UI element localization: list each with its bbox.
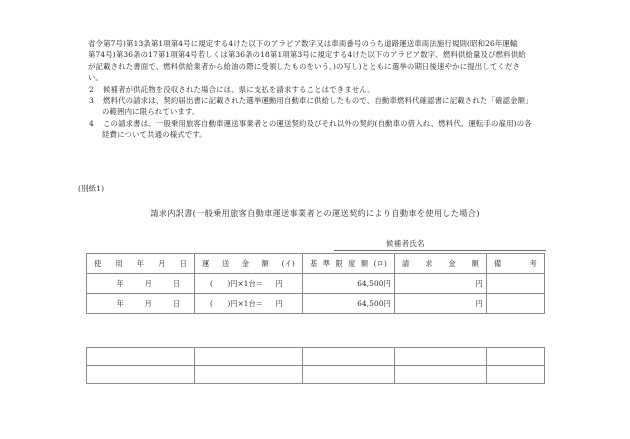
table-row[interactable] bbox=[87, 294, 545, 314]
header-limit-char: 準 bbox=[322, 258, 331, 268]
header-fare-char: 送 bbox=[221, 258, 230, 268]
note-intro-line: 第74号)第36条の17第1項第4号若しくは第36条の18第1項第3号に規定する4けた以下のアラビア数字、燃料供給量及び燃料供給 bbox=[88, 50, 526, 60]
note-item-number: 2 bbox=[89, 84, 94, 94]
note-intro-line: 省令第7号)第13条第1項第4号に規定する4けた以下のアラビア数字又は車両番号のうち道路運送車両法施行規則(昭和26年運輸 bbox=[88, 39, 518, 48]
note-item-4 bbox=[88, 118, 546, 129]
cell-remarks[interactable] bbox=[487, 294, 545, 314]
header-date-char: 月 bbox=[158, 258, 166, 268]
claim-table-continuation bbox=[86, 347, 545, 384]
cell-use-date[interactable] bbox=[87, 366, 195, 384]
cell-standard-limit[interactable] bbox=[303, 348, 395, 366]
table-row[interactable] bbox=[87, 366, 545, 384]
note-item-text: 候補者が供託物を没収された場合には、県に支払を請求することはできません。 bbox=[103, 84, 375, 94]
cell-remarks[interactable] bbox=[487, 366, 545, 384]
header-date-char: 年 bbox=[136, 258, 145, 268]
header-claim-char: 求 bbox=[425, 258, 433, 268]
date-year-label: 年 bbox=[116, 298, 124, 308]
header-cell-limit bbox=[303, 254, 395, 274]
note-item-number: 4 bbox=[89, 118, 94, 128]
note-item-2 bbox=[88, 84, 546, 95]
header-fare-char: 額 bbox=[261, 258, 270, 268]
header-cell-fare bbox=[195, 254, 303, 274]
cell-use-date[interactable] bbox=[87, 294, 195, 314]
notes-block bbox=[88, 38, 546, 141]
header-date-char: 使 bbox=[94, 258, 102, 268]
table-row[interactable] bbox=[87, 348, 545, 366]
attachment-label: (別紙1) bbox=[78, 184, 105, 193]
cell-fare-amount[interactable] bbox=[195, 274, 303, 294]
cell-claim-amount[interactable]: 円 bbox=[395, 274, 487, 294]
cell-use-date[interactable] bbox=[87, 348, 195, 366]
date-month-label: 月 bbox=[144, 278, 153, 288]
header-limit-char: 額 bbox=[360, 258, 369, 268]
cell-use-date[interactable] bbox=[87, 274, 195, 294]
header-claim-char: 金 bbox=[448, 258, 456, 268]
cell-claim-amount[interactable]: 円 bbox=[395, 294, 487, 314]
fare-currency-unit: 円 bbox=[275, 298, 283, 308]
cell-remarks[interactable] bbox=[487, 348, 545, 366]
note-item-text: この請求書は、一般乗用旅客自動車運送事業者との運送契約及びそれ以外の契約(自動車の借入れ、燃料代、運転手の雇用)の各 bbox=[103, 118, 532, 128]
note-item-text-cont: の範囲内に限られています。 bbox=[102, 107, 200, 117]
header-limit-char: 限 bbox=[335, 258, 343, 268]
header-limit-char: 度 bbox=[348, 258, 356, 268]
cell-standard-limit: 64,500円 bbox=[303, 294, 395, 314]
header-note-char: 備 bbox=[494, 258, 502, 268]
candidate-name-label: 候補者氏名 bbox=[386, 239, 425, 248]
table-header-row bbox=[87, 254, 545, 274]
header-fare-char: 運 bbox=[202, 258, 210, 268]
note-intro-line: が記載された書面で、燃料供給業者から給油の際に受領したものをいう。)の写し)とともに選挙の期日後速やかに提出してくださ bbox=[88, 61, 521, 71]
date-month-label: 月 bbox=[144, 298, 153, 308]
header-fare-mark: (イ) bbox=[281, 258, 295, 268]
header-date-char: 用 bbox=[115, 258, 123, 268]
fare-expression: ( )円×1台＝ bbox=[210, 278, 264, 288]
date-day-label: 日 bbox=[173, 278, 181, 288]
header-cell-claim bbox=[395, 254, 487, 274]
candidate-name-field[interactable] bbox=[334, 238, 546, 251]
cell-fare-amount[interactable] bbox=[195, 294, 303, 314]
header-limit-char: 基 bbox=[310, 258, 318, 268]
cell-remarks[interactable] bbox=[487, 274, 545, 294]
header-limit-mark: (ロ) bbox=[373, 258, 387, 268]
note-item-text-cont: 経費について共通の様式です。 bbox=[102, 130, 207, 140]
note-item-text: 燃料代の請求は、契約届出書に記載された選挙運動用自動車に供給したもので、自動車燃料代確認書に記載された「確認金額」 bbox=[103, 96, 533, 106]
cell-standard-limit: 64,500円 bbox=[303, 274, 395, 294]
date-year-label: 年 bbox=[116, 278, 124, 288]
form-title: 請求内訳書(一般乗用旅客自動車運送事業者との運送契約により自動車を使用した場合) bbox=[150, 208, 480, 218]
note-item-3 bbox=[88, 95, 546, 106]
claim-breakdown-table bbox=[86, 253, 545, 314]
header-cell-note bbox=[487, 254, 545, 274]
fare-currency-unit: 円 bbox=[275, 278, 283, 288]
note-intro-line: い。 bbox=[88, 73, 104, 83]
header-cell-date bbox=[87, 254, 195, 274]
cell-fare-amount[interactable] bbox=[195, 366, 303, 384]
cell-fare-amount[interactable] bbox=[195, 348, 303, 366]
cell-claim-amount[interactable] bbox=[395, 366, 487, 384]
header-claim-char: 額 bbox=[471, 258, 479, 268]
cell-standard-limit[interactable] bbox=[303, 366, 395, 384]
note-item-number: 3 bbox=[89, 96, 94, 106]
header-fare-char: 金 bbox=[241, 258, 250, 268]
header-note-char-right: 考 bbox=[529, 258, 537, 268]
cell-claim-amount[interactable] bbox=[395, 348, 487, 366]
table-row[interactable] bbox=[87, 274, 545, 294]
header-date-char: 日 bbox=[179, 258, 187, 268]
date-day-label: 日 bbox=[173, 298, 181, 308]
header-claim-char: 請 bbox=[402, 258, 410, 268]
fare-expression: ( )円×1台＝ bbox=[210, 298, 264, 308]
